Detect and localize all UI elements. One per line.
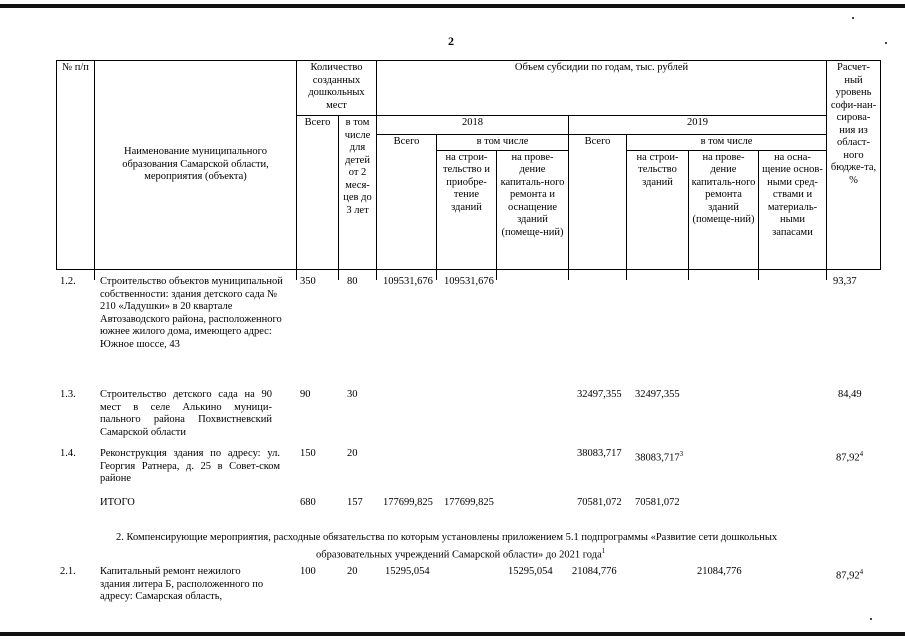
inc-2019-header: в том числе <box>627 135 827 151</box>
row-number: 1.2. <box>60 276 76 287</box>
page-number: 2 <box>448 34 454 48</box>
column-tail <box>626 270 627 280</box>
col-rate-header: Расчет-ный уровень софи-нан-сирова-ния из област-ного бюдже-та, % <box>827 61 881 270</box>
repair-2019-header: на прове-дение капиталь-ного ремонта зданий (помеще-ний) <box>689 150 759 269</box>
column-tail <box>826 270 827 280</box>
column-tail <box>758 270 759 280</box>
section-heading-cont <box>316 545 605 562</box>
year-2019-header: 2019 <box>569 116 827 135</box>
build-2019-header: на строи-тельство зданий <box>627 150 689 269</box>
bottom-scan-border <box>0 632 905 636</box>
places-total-value: 100 <box>300 566 316 577</box>
places-small-value: 157 <box>347 497 363 508</box>
row-name: Строительство детского сада на 90 мест в селе Алькино муници-пального района Похвистневский Самарской области <box>100 389 272 438</box>
subsidy-2019-build <box>635 448 683 465</box>
subsidy-2018-repair: 15295,054 <box>508 566 553 577</box>
column-tail <box>496 270 497 280</box>
footnote-mark: 4 <box>859 568 864 576</box>
subsidy-2018-build: 109531,676 <box>444 276 494 287</box>
total-2018-header: Всего <box>377 135 437 270</box>
row-number: 1.3. <box>60 389 76 400</box>
subsidy-2019-total: 32497,355 <box>577 389 622 400</box>
subsidy-2018-total: 109531,676 <box>383 276 433 287</box>
column-tail <box>568 270 569 280</box>
subsidy-2019-build: 70581,072 <box>635 497 680 508</box>
header-table <box>56 60 881 270</box>
subsidy-2019-build: 32497,355 <box>635 389 680 400</box>
subsidy-2019-total: 70581,072 <box>577 497 622 508</box>
places-total-header: Всего <box>297 116 339 270</box>
column-tail <box>376 270 377 280</box>
scan-speck <box>870 618 872 620</box>
col-places-header: Количество созданных дошкольных мест <box>297 61 377 116</box>
row-number: 2.1. <box>60 566 76 577</box>
footnote-mark: 3 <box>679 450 684 458</box>
total-label: ИТОГО <box>100 497 135 508</box>
places-total-value: 350 <box>300 276 316 287</box>
total-2019-header: Всего <box>569 135 627 270</box>
section-heading-text: образовательных учреждений Самарской области» до 2021 года <box>316 549 602 561</box>
col-name-header: Наименование муниципального образования Самарской области, мероприятия (объекта) <box>95 61 297 270</box>
col-subsidy-header: Объем субсидии по годам, тыс. рублей <box>377 61 827 116</box>
rate-value: 93,37 <box>833 276 857 287</box>
column-tail <box>296 270 297 280</box>
scan-speck <box>852 17 854 19</box>
subsidy-value: 38083,717 <box>635 452 680 464</box>
subsidy-2019-total: 38083,717 <box>577 448 622 459</box>
equip-2019-header: на осна-щение основ-ными сред-ствами и материаль-ными запасами <box>759 150 827 269</box>
rate-value: 84,49 <box>838 389 862 400</box>
subsidy-2018-total: 15295,054 <box>385 566 430 577</box>
column-tail <box>688 270 689 280</box>
year-2018-header: 2018 <box>377 116 569 135</box>
build-2018-header: на строи-тельство и приобре-тение зданий <box>437 150 497 269</box>
row-name: Капитальный ремонт нежилого здания литера Б, расположенного по адресу: Самарская область, <box>100 566 264 602</box>
subsidy-2019-repair: 21084,776 <box>697 566 742 577</box>
footnote-mark: 1 <box>601 547 606 555</box>
scan-speck <box>885 42 887 44</box>
inc-2018-header: в том числе <box>437 135 569 151</box>
places-small-header: в том числе для детей от 2 меся-цев до 3 лет <box>339 116 377 270</box>
subsidy-2018-total: 177699,825 <box>383 497 433 508</box>
places-small-value: 30 <box>347 389 358 400</box>
places-total-value: 90 <box>300 389 311 400</box>
subsidy-2019-total: 21084,776 <box>572 566 617 577</box>
column-tail <box>338 270 339 280</box>
rate-number: 87,92 <box>836 452 860 464</box>
rate-value <box>836 448 863 465</box>
footnote-mark: 4 <box>859 450 864 458</box>
row-name: Строительство объектов муниципальной собственности: здания детского сада № 210 «Ладушки» в 20 квартале Автозаводского района, расположенного южнее жилого дома, имеющего адрес: Южное шоссе, 43 <box>100 276 283 350</box>
places-total-value: 150 <box>300 448 316 459</box>
places-small-value: 20 <box>347 566 358 577</box>
rate-value <box>836 566 863 583</box>
subsidy-2018-build: 177699,825 <box>444 497 494 508</box>
row-number: 1.4. <box>60 448 76 459</box>
places-small-value: 80 <box>347 276 358 287</box>
places-small-value: 20 <box>347 448 358 459</box>
top-scan-border <box>0 4 905 8</box>
column-tail <box>436 270 437 280</box>
places-total-value: 680 <box>300 497 316 508</box>
column-tail <box>94 270 95 280</box>
section-heading: 2. Компенсирующие мероприятия, расходные обязательства по которым установлены приложением 5.1 подпрограммы «Развитие сети дошкольных <box>116 532 778 543</box>
rate-number: 87,92 <box>836 570 860 582</box>
row-name: Реконструкция здания по адресу: ул. Георгия Ратнера, д. 25 в Совет-ском районе <box>100 448 280 484</box>
repair-2018-header: на прове-дение капиталь-ного ремонта и оснащение зданий (помеще-ний) <box>497 150 569 269</box>
col-no-header: № п/п <box>57 61 95 270</box>
